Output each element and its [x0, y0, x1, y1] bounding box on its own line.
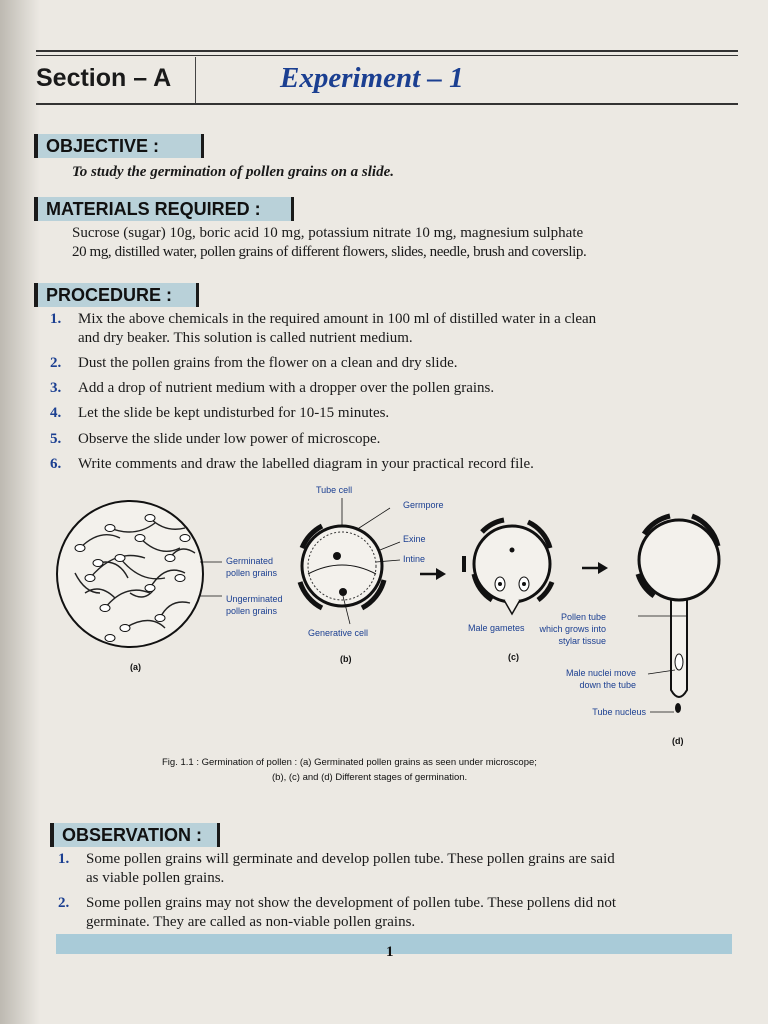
step-number: 3.: [50, 380, 62, 396]
item-number: 2.: [58, 895, 70, 911]
microscope-view-diagram: [57, 501, 222, 647]
item-text: Some pollen grains may not show the development of pollen tube. These pollens did not: [86, 895, 617, 911]
label-ungerminated-1: Ungerminated: [226, 594, 283, 604]
experiment-title: Experiment – 1: [280, 62, 464, 94]
label-c: (c): [508, 652, 519, 662]
pollen-tube-diagram: [638, 516, 719, 713]
procedure-step-4: [50, 404, 389, 423]
label-exine: Exine: [403, 534, 426, 544]
early-germination-diagram: [464, 520, 552, 614]
header-separator: [195, 57, 196, 103]
germination-figure: [50, 478, 740, 750]
materials-line-1: Sucrose (sugar) 10g, boric acid 10 mg, potassium nitrate 10 mg, magnesium sulphate: [72, 225, 584, 241]
label-b: (b): [340, 654, 352, 664]
materials-heading: MATERIALS REQUIRED :: [38, 197, 294, 221]
procedure-heading: PROCEDURE :: [38, 283, 199, 307]
step-number: 6.: [50, 456, 62, 472]
pollen-grain-diagram: [300, 498, 400, 624]
label-germinated-2: pollen grains: [226, 568, 278, 578]
figure-caption-line-2: (b), (c) and (d) Different stages of germination.: [272, 772, 468, 783]
observation-heading: OBSERVATION :: [54, 823, 220, 847]
label-male-nuclei-1: Male nuclei move: [565, 668, 636, 678]
item-number: 1.: [58, 851, 70, 867]
step-number: 5.: [50, 431, 62, 447]
procedure-step-3: [50, 379, 494, 398]
label-pollen-tube-1: Pollen tube: [560, 612, 606, 622]
procedure-step-2: [50, 354, 457, 373]
label-ungerminated-2: pollen grains: [226, 606, 278, 616]
objective-text: To study the germination of pollen grains on a slide.: [72, 164, 394, 180]
procedure-step-1-cont: and dry beaker. This solution is called nutrient medium.: [78, 330, 413, 346]
label-pollen-tube-2: which grows into: [539, 624, 606, 634]
observation-item-2: [58, 894, 616, 913]
label-male-nuclei-2: down the tube: [579, 680, 636, 690]
label-male-gametes: Male gametes: [468, 623, 525, 633]
section-label: Section – A: [36, 64, 172, 92]
observation-item-1-cont: as viable pollen grains.: [86, 870, 225, 886]
materials-line-2: 20 mg, distilled water, pollen grains of different flowers, slides, needle, brush and coverslip.: [72, 244, 587, 260]
step-text: Mix the above chemicals in the required amount in 100 ml of distilled water in a clean: [78, 311, 597, 327]
page-number: 1: [386, 944, 394, 960]
procedure-step-1: [50, 310, 596, 329]
step-text: Observe the slide under low power of microscope.: [78, 431, 381, 447]
procedure-step-5: [50, 430, 380, 449]
label-d: (d): [672, 736, 684, 746]
label-intine: Intine: [403, 554, 426, 564]
label-pollen-tube-3: stylar tissue: [558, 636, 606, 646]
step-number: 2.: [50, 355, 62, 371]
step-number: 4.: [50, 405, 62, 421]
step-text: Dust the pollen grains from the flower on a clean and dry slide.: [78, 355, 458, 371]
label-tube-nucleus: Tube nucleus: [592, 707, 646, 717]
step-text: Let the slide be kept undisturbed for 10-15 minutes.: [78, 405, 390, 421]
item-text: Some pollen grains will germinate and develop pollen tube. These pollen grains are said: [86, 851, 615, 867]
observation-item-2-cont: germinate. They are called as non-viable pollen grains.: [86, 914, 416, 930]
header-rule-top-thin: [36, 55, 738, 56]
observation-item-1: [58, 850, 615, 869]
step-number: 1.: [50, 311, 62, 327]
arrow-icon: [582, 562, 608, 574]
arrow-icon: [420, 568, 446, 580]
figure-caption-line-1: Fig. 1.1 : Germination of pollen : (a) Germinated pollen grains as seen under microscope;: [162, 757, 537, 768]
label-germinated-1: Germinated: [226, 556, 274, 566]
label-germpore: Germpore: [403, 500, 444, 510]
label-generative-cell: Generative cell: [308, 628, 369, 638]
header-rule-top: [36, 50, 738, 52]
footer-band: [56, 934, 732, 954]
header-rule-bottom: [36, 103, 738, 105]
step-text: Write comments and draw the labelled diagram in your practical record file.: [78, 456, 534, 472]
label-tube-cell: Tube cell: [316, 485, 353, 495]
procedure-step-6: [50, 455, 534, 474]
step-text: Add a drop of nutrient medium with a dropper over the pollen grains.: [78, 380, 495, 396]
label-a: (a): [130, 662, 141, 672]
objective-heading: OBJECTIVE :: [38, 134, 204, 158]
